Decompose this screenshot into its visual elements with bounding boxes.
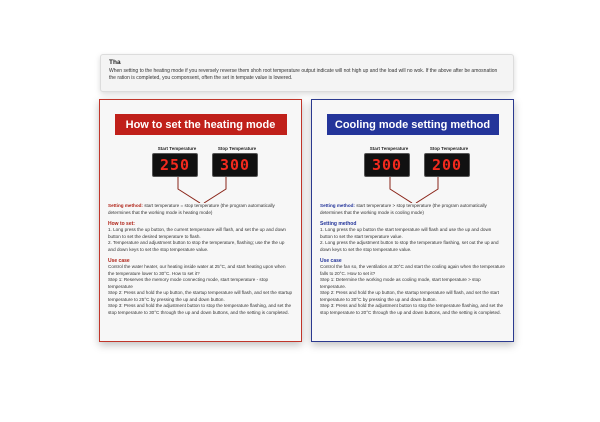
- cooling-start-display: 300: [364, 153, 410, 177]
- cooling-usecase-step2: Step 2: Press and hold the up button, the startup temperature will flash, and set the start temperature to 30°C by pressing the up and down button.: [320, 290, 500, 302]
- cooling-usecase-step3: Step 3: Press and hold the adjustment button to stop the temperature flashing, and set the stop temperature to 20°C through the up and down buttons, and the setting is completed.: [320, 303, 504, 315]
- cooling-panel-title: Cooling mode setting method: [327, 114, 499, 135]
- cooling-mode-panel: [311, 99, 514, 342]
- cooling-stop-label: Stop Temperature: [429, 146, 469, 151]
- cooling-howto-2: 2. Long press the adjustment button to stop the temperature flashing, set out the up and down keys to set the stop temperature value.: [320, 240, 499, 252]
- heating-stop-gauge: [212, 146, 262, 177]
- heating-setting-method: [108, 203, 293, 216]
- cooling-gauge-area: [320, 135, 505, 203]
- cooling-howto-1: 1. Long press the up button the start temperature will flash and use the up and down button to set the start temperature value.: [320, 227, 492, 239]
- cooling-howto-head: Setting method: [320, 221, 357, 227]
- heating-usecase-step2: Step 2: Press and hold the up button, the startup temperature will flash, and set the startup temperature to 25°C by pressing the up and down button.: [108, 290, 293, 302]
- heating-howto-head: How to set:: [108, 221, 135, 227]
- cooling-start-gauge: [364, 146, 414, 177]
- cooling-stop-gauge: [424, 146, 474, 177]
- cooling-usecase-step1: Step 1: Determine the working mode as cooling mode, start temperature > stop temperature.: [320, 277, 481, 289]
- heating-start-label: Start Temperature: [157, 146, 197, 151]
- cooling-setting-method: [320, 203, 505, 216]
- top-note-card: [100, 54, 514, 92]
- heating-start-gauge: [152, 146, 202, 177]
- heating-stop-label: Stop Temperature: [217, 146, 257, 151]
- heating-howto-2: 2. Temperature and adjustment button to stop the temperature, flashing; use the the up and down keys to set the stop temperature value.: [108, 240, 285, 252]
- cooling-usecase-head: Use case: [320, 258, 342, 264]
- heating-howto-1: 1. Long press the up button, the current temperature will flash, and set the up and down button to set the desired temperature to flash.: [108, 227, 286, 239]
- heating-gauge-area: [108, 135, 293, 203]
- note-title: Tha: [109, 59, 121, 66]
- cooling-stop-display: 200: [424, 153, 470, 177]
- heating-usecase-head: Use case: [108, 258, 130, 264]
- heating-start-display: 250: [152, 153, 198, 177]
- heating-stop-display: 300: [212, 153, 258, 177]
- heating-usecase-intro: Control the water heater, our heating inside water at 25°C, and start heating upon when the temperature lower to 30°C. How to set it?: [108, 264, 286, 276]
- heating-usecase-step3: Step 3: Press and hold the adjustment button to stop the temperature flashing, and set the stop temperature to 30°C through the up and down buttons, and the setting is completed.: [108, 303, 292, 315]
- heating-setting-method-text: start temperature = stop temperature (the program automatically determines that the working mode is heating mode): [108, 203, 275, 215]
- cooling-usecase-intro: Control the fan so, the ventilation at 30°C and start the cooling again when the temperature falls to 20°C. How to set it?: [320, 264, 505, 276]
- cooling-start-label: Start Temperature: [369, 146, 409, 151]
- heating-setting-method-label: Setting method:: [108, 203, 143, 208]
- cooling-setting-method-text: start temperature > stop temperature (the program automatically determines that the working mode is cooling mode): [320, 203, 487, 215]
- note-text: When setting to the heating mode if you reversely reverse them shoh root temperature output indicate will not high up and the load will no wok. If the above after be amosnation the ration is completed, you componsent, often the set in tempate value is lowered.: [109, 68, 498, 81]
- heating-usecase-step1: Step 1: Reserves the memory mode connecting mode, start temperature - stop temperature: [108, 277, 269, 289]
- cooling-setting-method-label: Setting method:: [320, 203, 355, 208]
- heating-mode-panel: [99, 99, 302, 342]
- heating-panel-title: How to set the heating mode: [115, 114, 287, 135]
